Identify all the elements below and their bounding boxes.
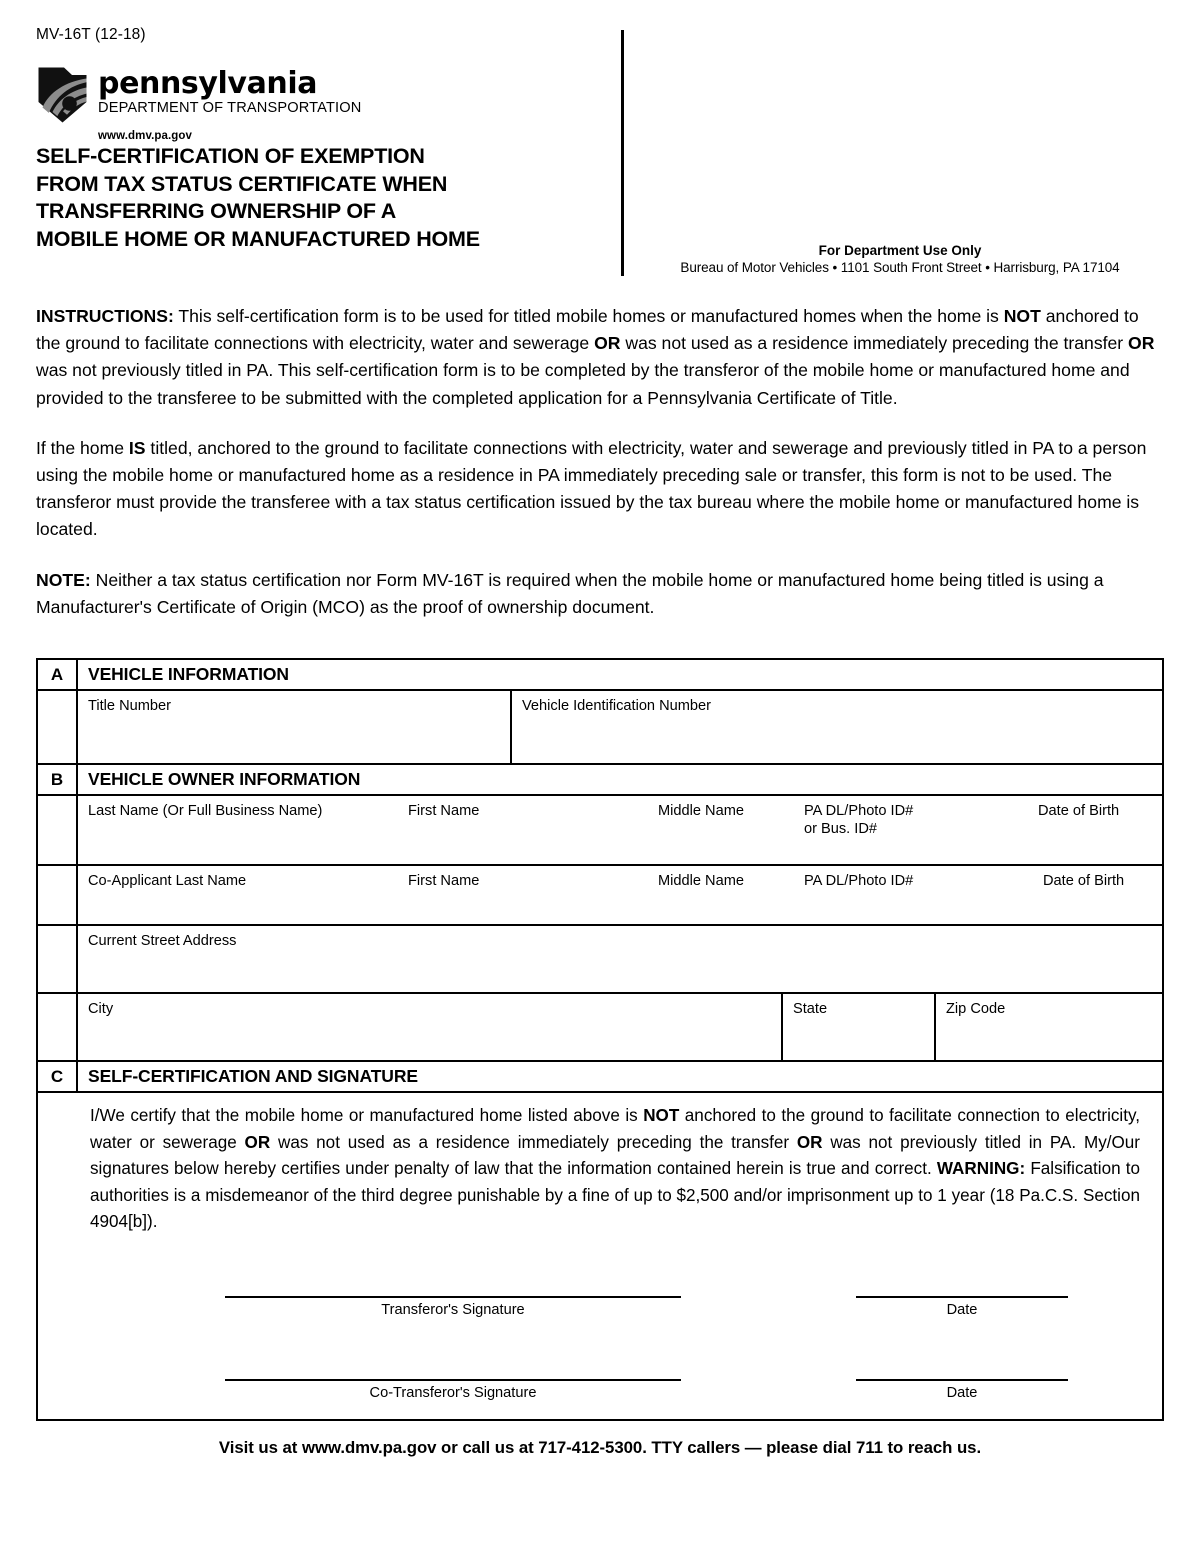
coapplicant-name-fields[interactable] (78, 866, 1162, 924)
instructions-paragraph-3-note (36, 567, 1166, 621)
street-address-field[interactable] (78, 926, 1162, 992)
zip-code-field[interactable] (936, 994, 1162, 1060)
logo-wordmark: pennsylvania (98, 66, 318, 101)
section-b-coapp-spacer (38, 866, 78, 924)
street-address-label: Current Street Address (88, 933, 237, 949)
cert-warning-label: WARNING: (936, 1159, 1026, 1179)
form-fields-table (36, 658, 1164, 1421)
instr-p2-a: If the home (36, 437, 129, 458)
certification-text (90, 1103, 1140, 1236)
transferor-signature-label: Transferor's Signature (381, 1301, 525, 1318)
transferor-date-line[interactable] (856, 1296, 1068, 1298)
form-title (36, 143, 616, 253)
instr-p1-b: anchored to the ground to facilitate connections with electricity, water and sewerage (36, 306, 1139, 354)
instr-p1-not: NOT (1003, 306, 1041, 326)
instructions-paragraph-2 (36, 435, 1166, 544)
coapplicant-dl-id-label: PA DL/Photo ID# (804, 873, 914, 889)
cert-c: was not used as a residence immediately preceding the transfer (270, 1132, 797, 1152)
cert-a: I/We certify that the mobile home or manufactured home listed above is (90, 1106, 644, 1125)
state-label: State (793, 1001, 828, 1017)
section-c-title: SELF-CERTIFICATION AND SIGNATURE (88, 1066, 418, 1086)
cert-or2: OR (796, 1132, 823, 1152)
cotransferor-date-label: Date (946, 1384, 978, 1401)
section-c-letter: C (38, 1062, 78, 1091)
section-a-letter: A (38, 660, 78, 689)
instr-p2-b: titled, anchored to the ground to facilitate connections with electricity, water and sewerage and previously titled in PA to a person using the mobile home or manufactured home as a residence in PA immediately preceding sale or transfer, this form is not to be used. The transferor must provide the transferee with a tax status certification issued by the tax bureau where the mobile home or manufactured home is located. (36, 437, 1147, 540)
footer-contact-line: Visit us at www.dmv.pa.gov or call us at 717-412-5300. TTY callers — please dial 711 to reach us. (218, 1438, 982, 1457)
cotransferor-signature-line[interactable] (225, 1379, 681, 1381)
department-use-block (636, 242, 1164, 277)
section-c-header (38, 1062, 1162, 1093)
instr-p1-d: was not previously titled in PA. This self-certification form is to be completed by the transferor of the mobile home or manufactured home and provided to the transferee to be submitted with the completed application for a Pennsylvania Certificate of Title. (36, 360, 1130, 408)
signature-area (90, 1236, 1140, 1411)
state-field[interactable] (783, 994, 936, 1060)
note-label: NOTE: (36, 569, 91, 590)
cert-d: was not previously titled in PA. My/Our signatures below hereby certifies under penalty of law that the information contained herein is true and correct. (90, 1132, 1140, 1179)
instr-p1-a: This self-certification form is to be used for titled mobile homes or manufactured homes when the home is (173, 306, 1004, 326)
logo-department-subtitle: DEPARTMENT OF TRANSPORTATION (98, 100, 362, 116)
form-code-header (36, 26, 1164, 44)
section-a-header (38, 660, 1162, 691)
section-b-coapplicant-row (38, 866, 1162, 926)
section-a-fields-row (38, 691, 1162, 765)
section-b-street-spacer (38, 926, 78, 992)
form-code: MV-16T (12-18) (36, 26, 146, 43)
owner-dl-id-label-line1: PA DL/Photo ID# (804, 803, 914, 819)
owner-first-name-label: First Name (408, 803, 480, 819)
instr-p3-a: Neither a tax status certification nor Form MV-16T is required when the mobile home or manufactured home being titled is using a Manufacturer's Certificate of Origin (MCO) as the proof of ownership document. (36, 569, 1104, 617)
transferor-signature-line[interactable] (225, 1296, 681, 1298)
header-vertical-divider (621, 30, 624, 276)
section-b-owner-row (38, 796, 1162, 866)
owner-dob-label: Date of Birth (1038, 803, 1120, 819)
instr-p1-or1: OR (594, 333, 621, 354)
instructions-label: INSTRUCTIONS: (36, 306, 174, 326)
section-b-header (38, 765, 1162, 796)
city-field[interactable] (78, 994, 783, 1060)
section-b-owner-spacer (38, 796, 78, 864)
city-label: City (88, 1001, 114, 1017)
logo-website-url: www.dmv.pa.gov (98, 130, 193, 142)
penndot-logo (36, 66, 596, 142)
section-b-letter: B (38, 765, 78, 794)
section-a-spacer (38, 691, 78, 763)
cotransferor-signature-label: Co-Transferor's Signature (369, 1384, 537, 1401)
section-c-body-row (38, 1093, 1162, 1419)
cert-or1: OR (244, 1132, 271, 1152)
form-title-line-3: TRANSFERRING OWNERSHIP OF A (36, 199, 397, 223)
coapplicant-middle-name-label: Middle Name (658, 873, 744, 889)
cert-b: anchored to the ground to facilitate connection to electricity, water or sewerage (90, 1106, 1140, 1152)
section-b-title: VEHICLE OWNER INFORMATION (88, 769, 361, 789)
title-number-field[interactable] (78, 691, 512, 763)
instructions-block (36, 303, 1166, 621)
section-b-csz-spacer (38, 994, 78, 1060)
keystone-logo-icon (36, 66, 89, 124)
owner-dl-id-label-line2: or Bus. ID# (804, 821, 877, 837)
coapplicant-last-name-label: Co-Applicant Last Name (88, 873, 247, 889)
coapplicant-dob-label: Date of Birth (1043, 873, 1125, 889)
vin-field[interactable] (512, 691, 1162, 763)
instructions-paragraph-1 (36, 303, 1166, 412)
instr-p1-or2: OR (1128, 333, 1155, 354)
department-use-address: Bureau of Motor Vehicles • 1101 South Front Street • Harrisburg, PA 17104 (680, 260, 1120, 275)
cert-not: NOT (643, 1106, 680, 1125)
zip-code-label: Zip Code (946, 1001, 1006, 1017)
cotransferor-date-line[interactable] (856, 1379, 1068, 1381)
cert-e: Falsification to authorities is a misdemeanor of the third degree punishable by a fine of up to $2,500 and/or imprisonment up to 1 year (18 Pa.C.S. Section 4904[b]). (90, 1159, 1140, 1232)
form-title-line-1: SELF-CERTIFICATION OF EXEMPTION (36, 144, 425, 168)
section-b-city-state-zip-row (38, 994, 1162, 1062)
section-b-street-row (38, 926, 1162, 994)
owner-name-fields[interactable] (78, 796, 1162, 864)
vin-label: Vehicle Identification Number (522, 698, 712, 714)
title-number-label: Title Number (88, 698, 171, 714)
instr-p1-c: was not used as a residence immediately preceding the transfer (620, 333, 1129, 354)
certification-body (38, 1093, 1162, 1419)
owner-middle-name-label: Middle Name (658, 803, 744, 819)
section-a-title: VEHICLE INFORMATION (88, 664, 289, 684)
coapplicant-first-name-label: First Name (408, 873, 480, 889)
department-use-title: For Department Use Only (818, 243, 982, 258)
form-title-line-4: MOBILE HOME OR MANUFACTURED HOME (36, 226, 480, 251)
form-title-line-2: FROM TAX STATUS CERTIFICATE WHEN (36, 171, 448, 196)
instr-p2-is: IS (128, 437, 146, 458)
owner-last-name-label: Last Name (Or Full Business Name) (88, 803, 323, 819)
transferor-date-label: Date (946, 1301, 978, 1318)
